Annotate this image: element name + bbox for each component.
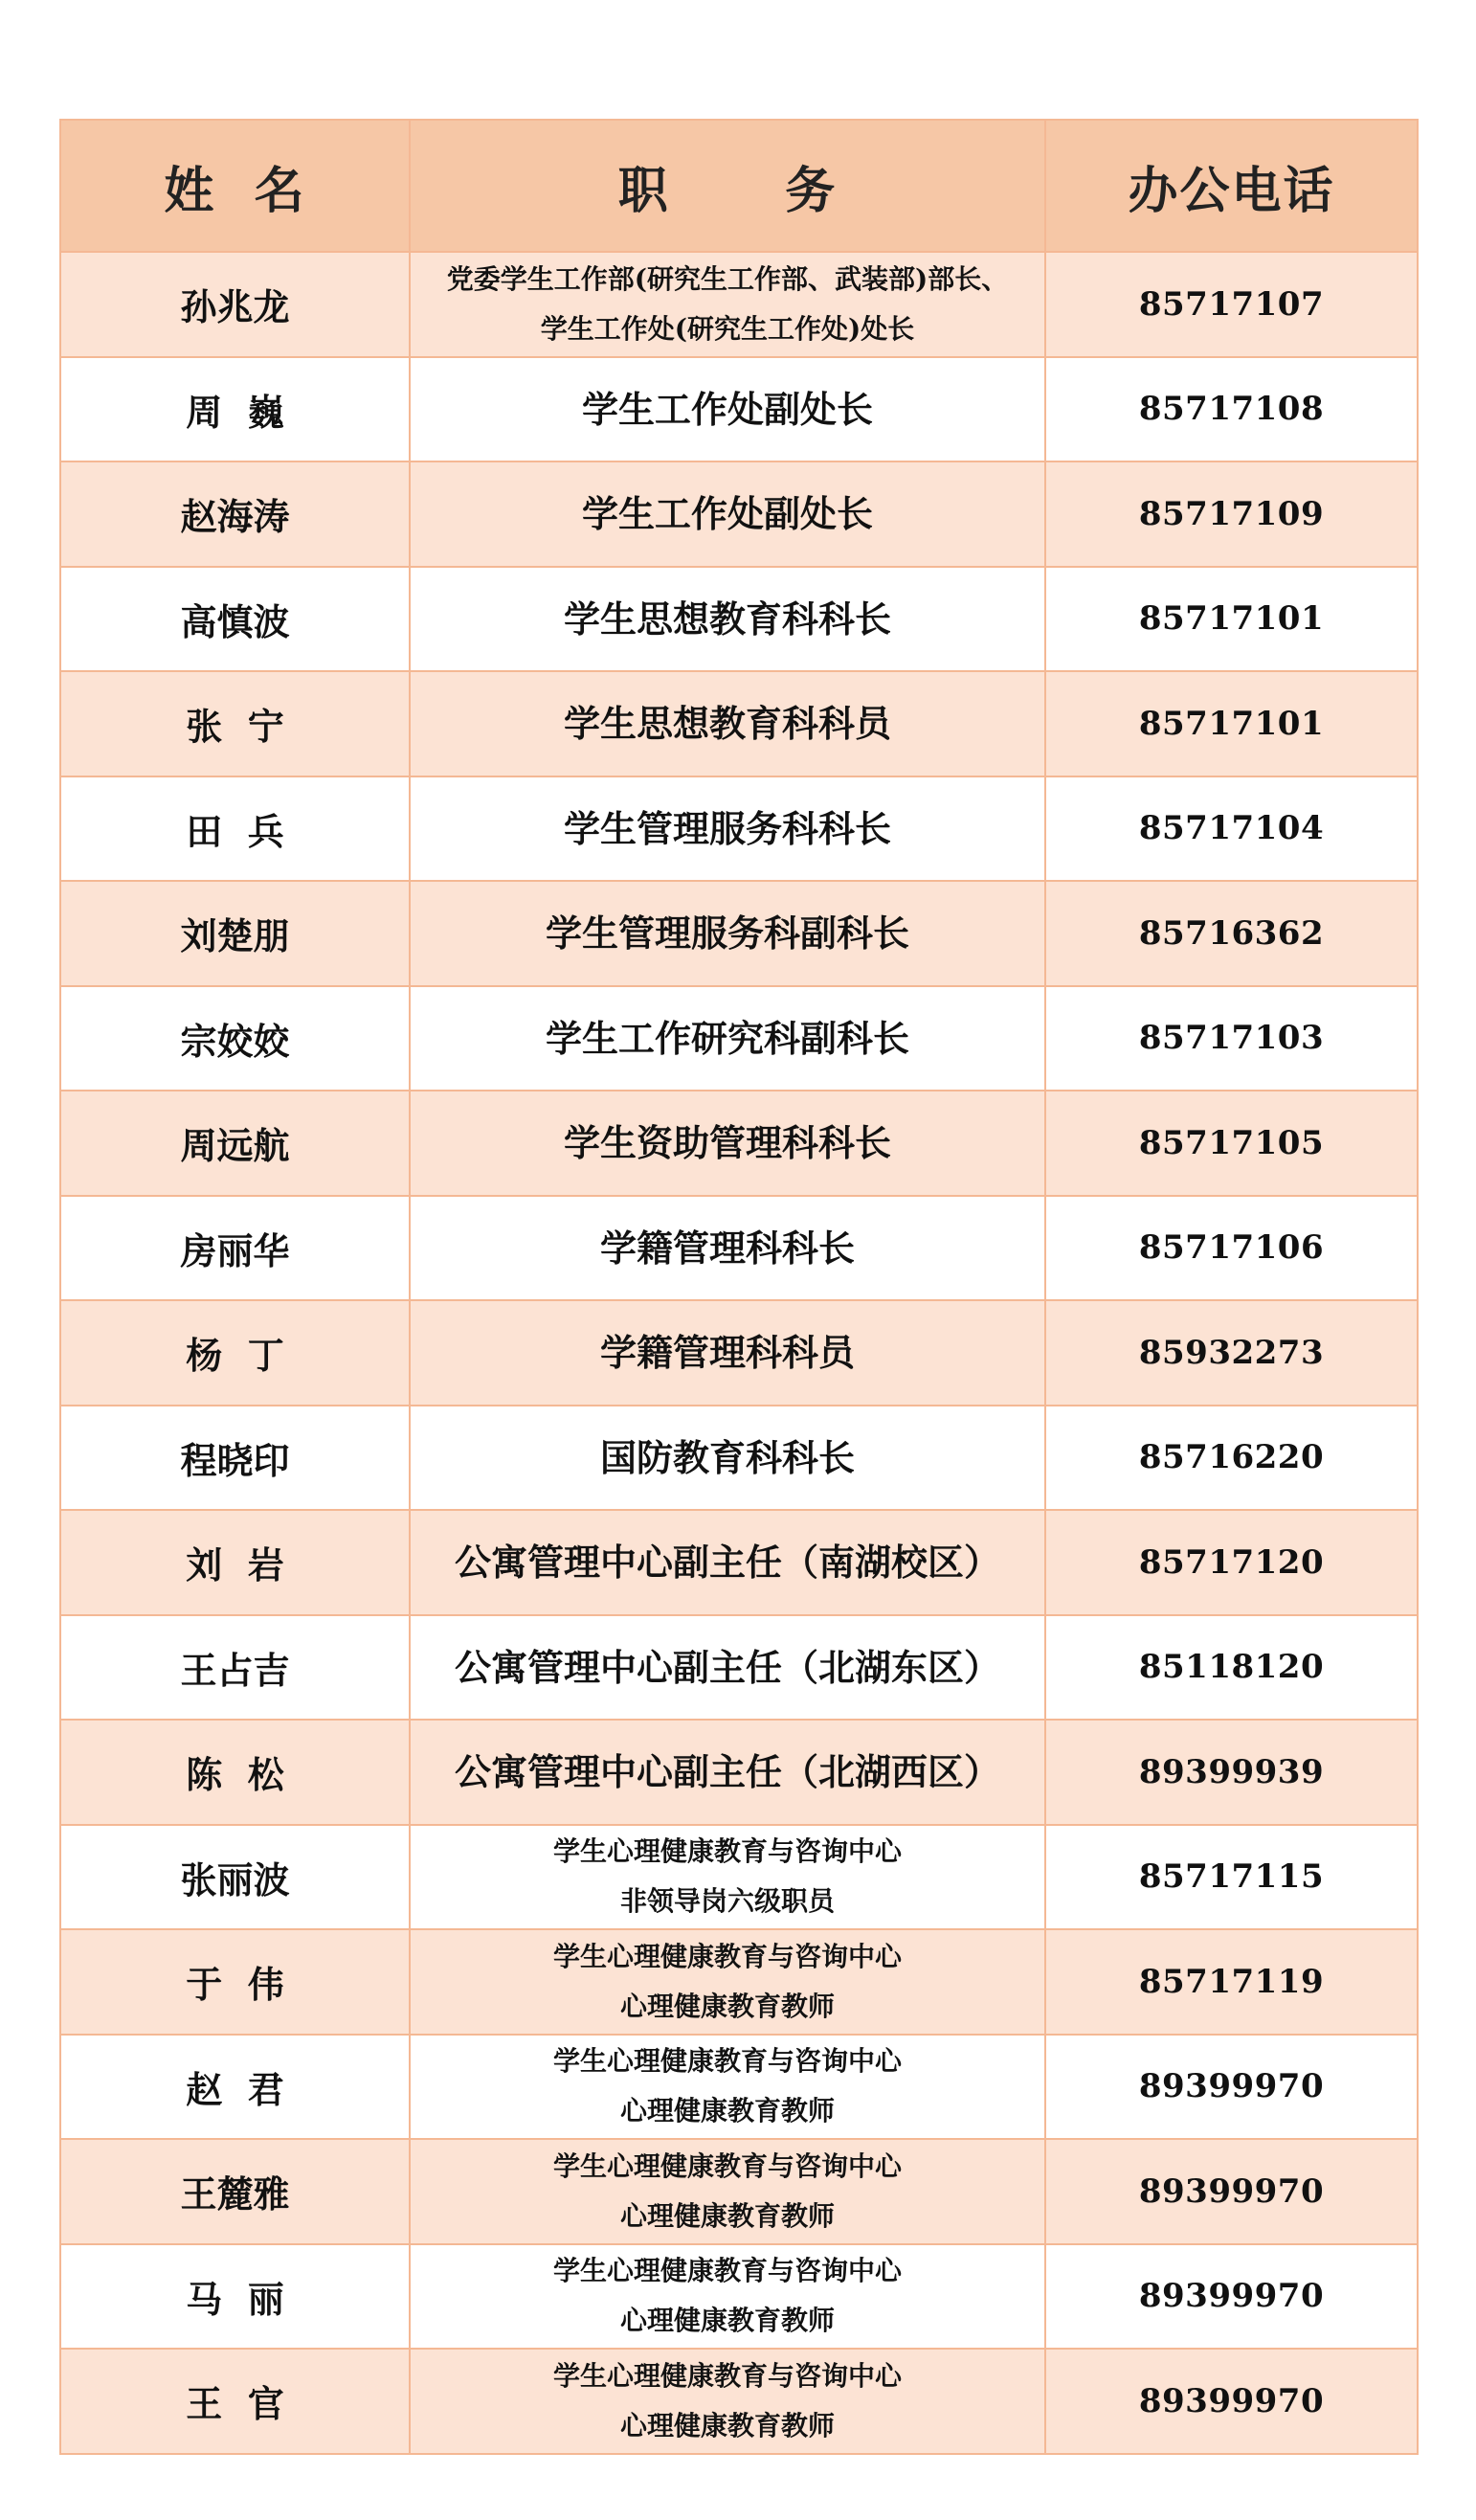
- table-row: [60, 252, 1418, 357]
- title-line: 心理健康教育教师: [619, 2199, 835, 2232]
- name-cell: 刘楚朋: [60, 881, 410, 986]
- phone-cell: 85717105: [1045, 1091, 1418, 1196]
- header-title: 职 务: [410, 120, 1045, 252]
- title-cell: [410, 1929, 1045, 2035]
- title-line: 学生心理健康教育与咨询中心: [552, 1940, 902, 1972]
- header-name: 姓 名: [60, 120, 410, 252]
- title-line: 心理健康教育教师: [619, 2095, 835, 2127]
- header-row: [60, 120, 1418, 252]
- phone-cell: 85717109: [1045, 461, 1418, 567]
- phone-cell: 85717101: [1045, 567, 1418, 672]
- title-line: 学生管理服务科副科长: [545, 911, 909, 956]
- title-line: 学生工作处(研究生工作处)处长: [540, 312, 915, 345]
- title-cell: [410, 461, 1045, 567]
- table-row: [60, 1929, 1418, 2035]
- title-cell: [410, 1300, 1045, 1406]
- table-row: [60, 2139, 1418, 2244]
- phone-cell: 85717106: [1045, 1196, 1418, 1301]
- title-line: 学生工作处副处长: [581, 387, 873, 431]
- title-line: 心理健康教育教师: [619, 2409, 835, 2441]
- phone-cell: 85716220: [1045, 1406, 1418, 1511]
- table-row: [60, 776, 1418, 882]
- table-row: [60, 1091, 1418, 1196]
- table-row: [60, 1825, 1418, 1930]
- title-cell: [410, 2139, 1045, 2244]
- title-line: 学生工作处副处长: [581, 492, 873, 536]
- table-row: [60, 1615, 1418, 1721]
- phone-cell: 85717101: [1045, 671, 1418, 776]
- name-cell: 陈 松: [60, 1720, 410, 1825]
- title-line: 学生心理健康教育与咨询中心: [552, 2045, 902, 2078]
- phone-cell: 85932273: [1045, 1300, 1418, 1406]
- title-cell: [410, 1615, 1045, 1721]
- title-line: 非领导岗六级职员: [619, 1885, 835, 1918]
- title-line: 党委学生工作部(研究生工作部、武装部)部长、: [446, 262, 1009, 295]
- title-line: 学生资助管理科科长: [563, 1121, 891, 1165]
- title-cell: [410, 671, 1045, 776]
- phone-cell: 89399970: [1045, 2244, 1418, 2350]
- phone-cell: 89399970: [1045, 2349, 1418, 2454]
- title-line: 心理健康教育教师: [619, 1990, 835, 2022]
- title-cell: [410, 2349, 1045, 2454]
- contact-table: [59, 119, 1419, 2455]
- title-cell: [410, 1720, 1045, 1825]
- name-cell: 孙兆龙: [60, 252, 410, 357]
- title-cell: [410, 1510, 1045, 1615]
- name-cell: 宗姣姣: [60, 986, 410, 1091]
- title-cell: [410, 357, 1045, 462]
- title-line: 公寓管理中心副主任（南湖校区）: [454, 1541, 1000, 1585]
- title-line: 学生心理健康教育与咨询中心: [552, 2255, 902, 2287]
- name-cell: 周远航: [60, 1091, 410, 1196]
- name-cell: 房丽华: [60, 1196, 410, 1301]
- title-line: 学生心理健康教育与咨询中心: [552, 2359, 902, 2392]
- title-line: 学生思想教育科科长: [563, 596, 891, 641]
- phone-cell: 85716362: [1045, 881, 1418, 986]
- name-cell: 王 官: [60, 2349, 410, 2454]
- title-cell: [410, 2244, 1045, 2350]
- table-row: [60, 881, 1418, 986]
- header-phone: 办公电话: [1045, 120, 1418, 252]
- title-line: 学生心理健康教育与咨询中心: [552, 1835, 902, 1868]
- phone-cell: 89399939: [1045, 1720, 1418, 1825]
- name-cell: 刘 岩: [60, 1510, 410, 1615]
- name-cell: 赵 君: [60, 2035, 410, 2140]
- phone-cell: 85717104: [1045, 776, 1418, 882]
- name-cell: 周 巍: [60, 357, 410, 462]
- table-row: [60, 1406, 1418, 1511]
- name-cell: 马 丽: [60, 2244, 410, 2350]
- table-row: [60, 2035, 1418, 2140]
- title-line: 国防教育科科长: [599, 1435, 855, 1479]
- table-body: [60, 252, 1418, 2454]
- title-line: 公寓管理中心副主任（北湖东区）: [454, 1645, 1000, 1689]
- title-line: 学籍管理科科员: [599, 1331, 855, 1375]
- title-cell: [410, 776, 1045, 882]
- phone-cell: 85717115: [1045, 1825, 1418, 1930]
- title-cell: [410, 986, 1045, 1091]
- phone-cell: 89399970: [1045, 2139, 1418, 2244]
- phone-cell: 85717107: [1045, 252, 1418, 357]
- name-cell: 赵海涛: [60, 461, 410, 567]
- name-cell: 王麓雅: [60, 2139, 410, 2244]
- title-line: 心理健康教育教师: [619, 2305, 835, 2337]
- name-cell: 王占吉: [60, 1615, 410, 1721]
- title-cell: [410, 1196, 1045, 1301]
- table-row: [60, 2349, 1418, 2454]
- name-cell: 于 伟: [60, 1929, 410, 2035]
- title-cell: [410, 252, 1045, 357]
- name-cell: 高慎波: [60, 567, 410, 672]
- title-cell: [410, 1091, 1045, 1196]
- table-row: [60, 1510, 1418, 1615]
- title-line: 学生管理服务科科长: [563, 806, 891, 850]
- phone-cell: 85717103: [1045, 986, 1418, 1091]
- phone-cell: 85717119: [1045, 1929, 1418, 2035]
- table-row: [60, 1300, 1418, 1406]
- table-row: [60, 2244, 1418, 2350]
- title-line: 学生思想教育科科员: [563, 702, 891, 746]
- name-cell: 张丽波: [60, 1825, 410, 1930]
- phone-cell: 85717108: [1045, 357, 1418, 462]
- phone-cell: 85717120: [1045, 1510, 1418, 1615]
- title-cell: [410, 1406, 1045, 1511]
- title-line: 学籍管理科科长: [599, 1226, 855, 1270]
- title-cell: [410, 2035, 1045, 2140]
- table-header: [60, 120, 1418, 252]
- title-line: 学生工作研究科副科长: [545, 1016, 909, 1060]
- title-line: 公寓管理中心副主任（北湖西区）: [454, 1750, 1000, 1794]
- phone-cell: 89399970: [1045, 2035, 1418, 2140]
- title-line: 学生心理健康教育与咨询中心: [552, 2149, 902, 2182]
- table-row: [60, 1720, 1418, 1825]
- title-cell: [410, 1825, 1045, 1930]
- table-row: [60, 1196, 1418, 1301]
- table-row: [60, 671, 1418, 776]
- title-cell: [410, 881, 1045, 986]
- table-row: [60, 357, 1418, 462]
- table-row: [60, 461, 1418, 567]
- title-cell: [410, 567, 1045, 672]
- name-cell: 田 兵: [60, 776, 410, 882]
- name-cell: 程晓印: [60, 1406, 410, 1511]
- table-row: [60, 986, 1418, 1091]
- table-row: [60, 567, 1418, 672]
- name-cell: 张 宁: [60, 671, 410, 776]
- phone-cell: 85118120: [1045, 1615, 1418, 1721]
- name-cell: 杨 丁: [60, 1300, 410, 1406]
